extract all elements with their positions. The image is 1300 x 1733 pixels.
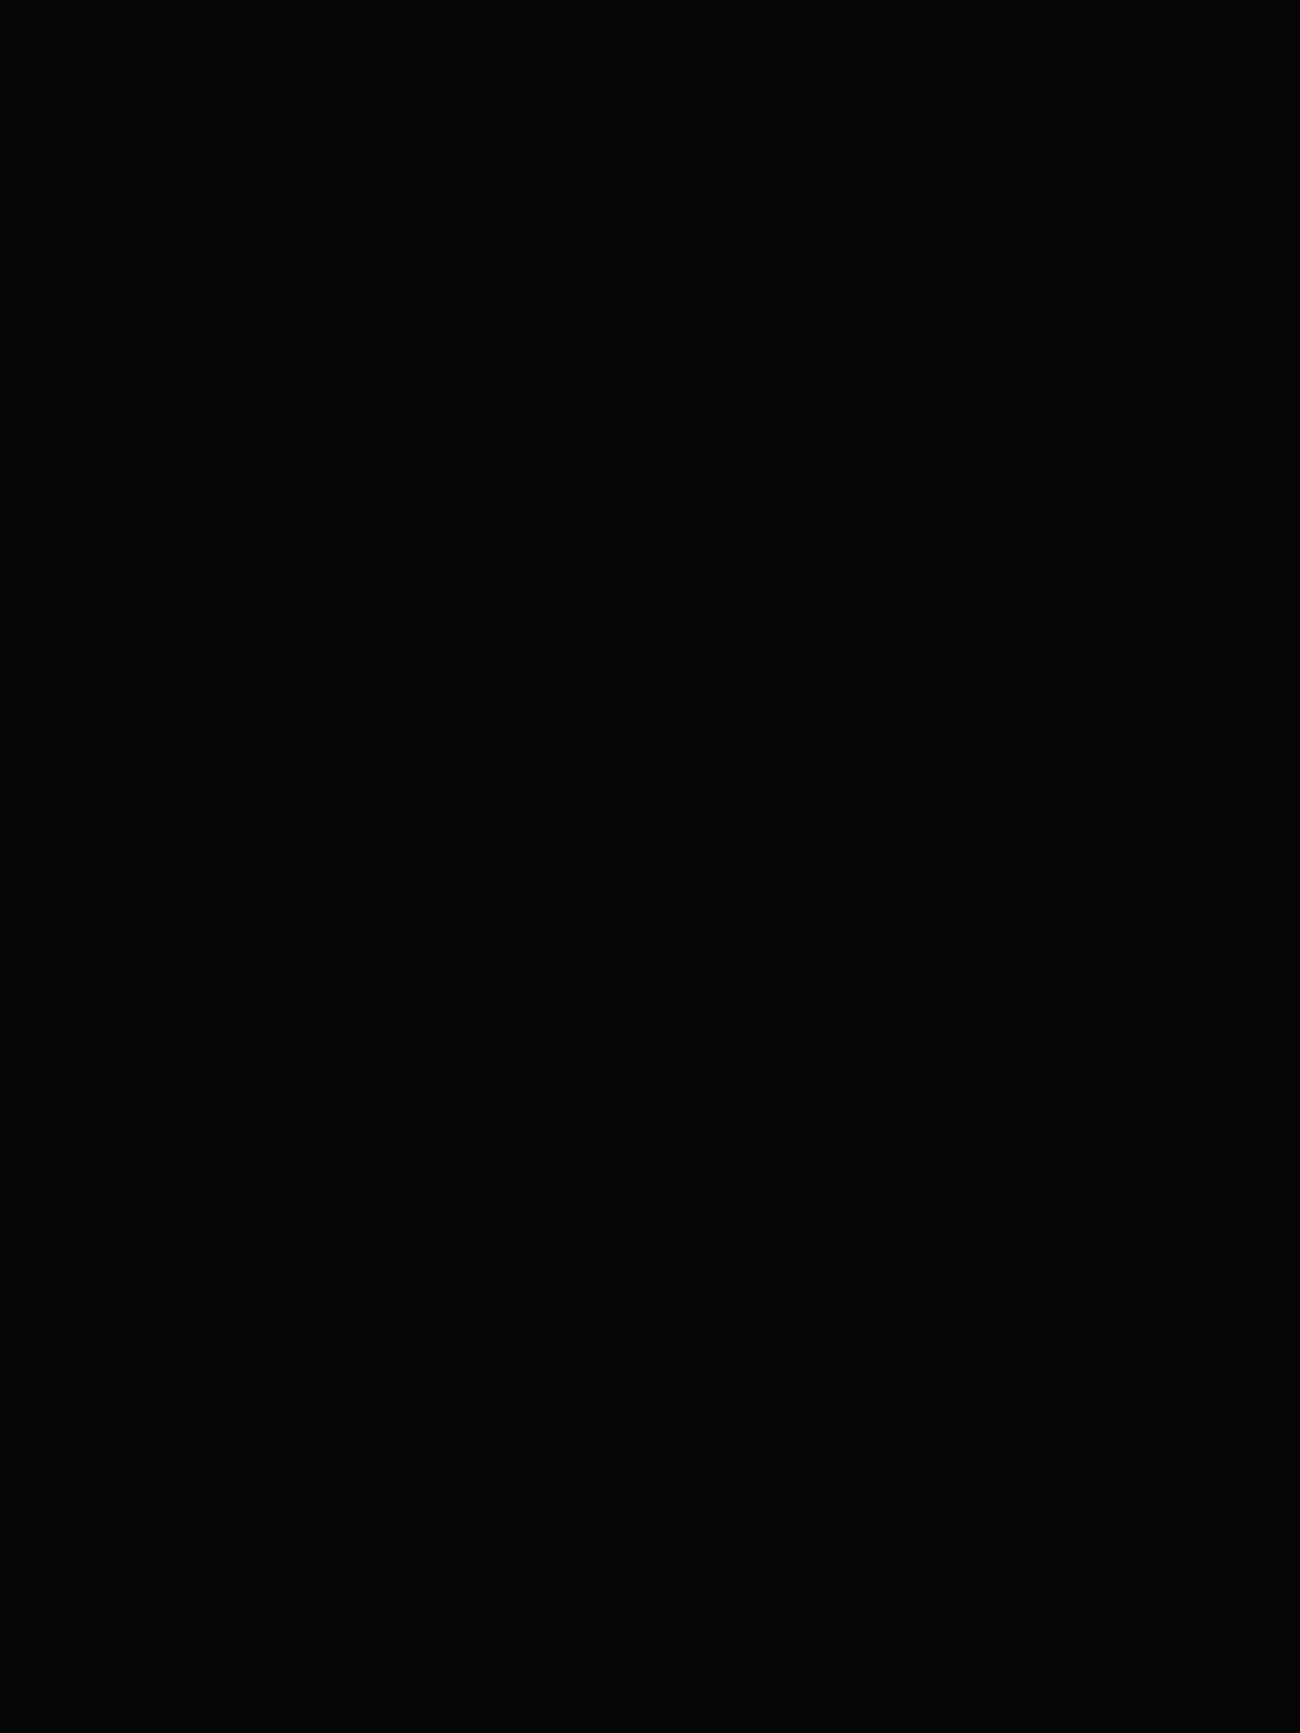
- spacer: [56, 342, 1166, 372]
- spacer: [56, 242, 1166, 264]
- spacer: [56, 312, 1166, 342]
- mascot-strip-top: [0, 0, 1300, 96]
- notes-body: [56, 168, 1166, 394]
- spacer: [56, 372, 1166, 394]
- mascot-strip-bottom: [0, 1637, 1300, 1733]
- spacer: [56, 194, 1166, 216]
- spacer: [56, 290, 1166, 312]
